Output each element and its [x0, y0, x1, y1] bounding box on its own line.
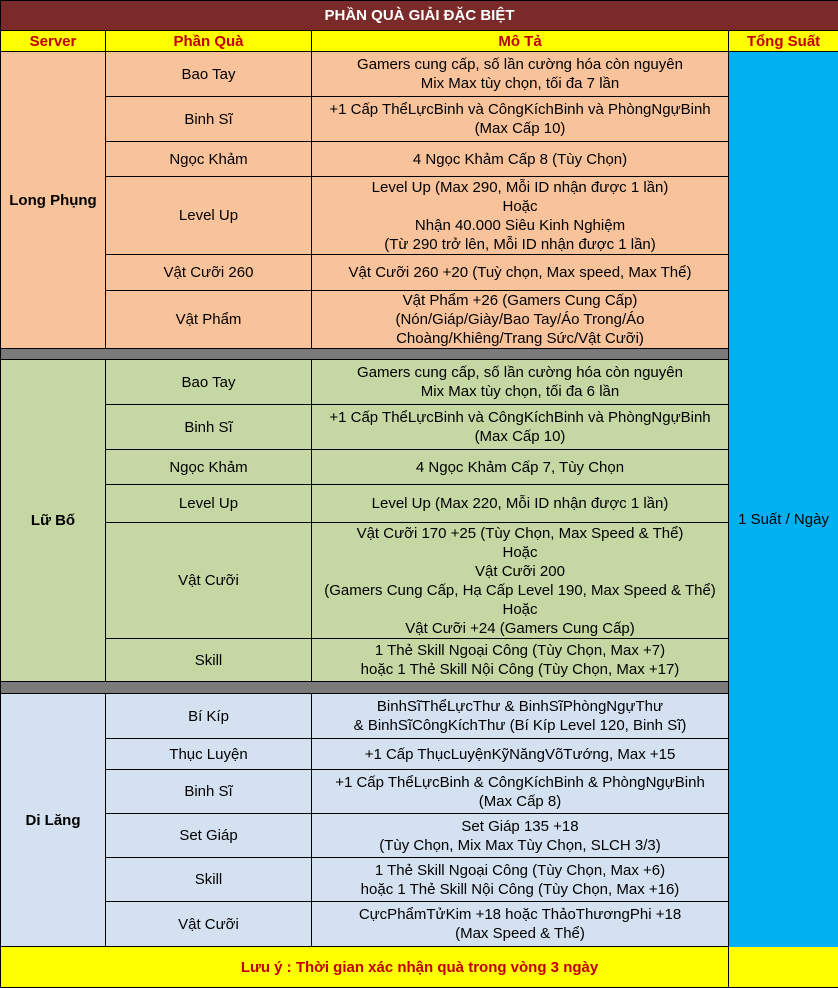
reward-cell: Bí Kíp: [106, 694, 312, 739]
description-cell: +1 Cấp ThểLựcBinh & CôngKíchBinh & PhòngNgựBinh (Max Cấp 8): [312, 770, 729, 814]
reward-cell: Ngọc Khảm: [106, 450, 312, 485]
header-server: Server: [1, 31, 106, 52]
description-cell: Set Giáp 135 +18 (Tùy Chọn, Mix Max Tùy Chọn, SLCH 3/3): [312, 814, 729, 858]
server-cell: Di Lăng: [1, 694, 106, 947]
reward-cell: Level Up: [106, 177, 312, 255]
reward-cell: Binh Sĩ: [106, 770, 312, 814]
table-row: [1, 450, 838, 485]
table-row: [1, 694, 838, 739]
table-row: [1, 639, 838, 682]
reward-cell: Bao Tay: [106, 52, 312, 97]
header-row: [1, 31, 838, 52]
group-separator: [1, 682, 838, 694]
description-cell: Level Up (Max 220, Mỗi ID nhận được 1 lần): [312, 485, 729, 523]
note-text: Lưu ý : Thời gian xác nhận quà trong vòng 3 ngày: [1, 947, 838, 988]
reward-cell: Vật Cưỡi: [106, 523, 312, 639]
server-cell: Long Phụng: [1, 52, 106, 349]
description-cell: BinhSĩThểLựcThư & BinhSĩPhòngNgựThư & BinhSĩCôngKíchThư (Bí Kíp Level 120, Binh Sĩ): [312, 694, 729, 739]
total-cell: 1 Suất / Ngày: [729, 52, 838, 988]
table-row: [1, 97, 838, 142]
description-cell: Vật Cưỡi 260 +20 (Tuỳ chọn, Max speed, Max Thể): [312, 255, 729, 291]
reward-cell: Binh Sĩ: [106, 405, 312, 450]
reward-cell: Level Up: [106, 485, 312, 523]
note-row: [1, 947, 838, 988]
description-cell: +1 Cấp ThểLựcBinh và CôngKíchBinh và PhòngNgựBinh (Max Cấp 10): [312, 97, 729, 142]
description-cell: Gamers cung cấp, số lần cường hóa còn nguyên Mix Max tùy chọn, tối đa 6 lần: [312, 360, 729, 405]
description-cell: +1 Cấp ThụcLuyệnKỹNăngVõTướng, Max +15: [312, 739, 729, 770]
description-cell: 4 Ngọc Khảm Cấp 7, Tùy Chọn: [312, 450, 729, 485]
group-separator: [1, 349, 838, 360]
table-row: [1, 814, 838, 858]
table-row: [1, 142, 838, 177]
reward-cell: Binh Sĩ: [106, 97, 312, 142]
reward-cell: Ngọc Khảm: [106, 142, 312, 177]
table-row: [1, 52, 838, 97]
reward-cell: Vật Phẩm: [106, 291, 312, 349]
table-row: [1, 858, 838, 902]
reward-cell: Vật Cưỡi: [106, 902, 312, 947]
description-cell: Level Up (Max 290, Mỗi ID nhận được 1 lần) Hoặc Nhận 40.000 Siêu Kinh Nghiệm (Từ 290 trở lên, Mỗi ID nhận được 1 lần): [312, 177, 729, 255]
table-row: [1, 255, 838, 291]
server-cell: Lữ Bố: [1, 360, 106, 682]
table-row: [1, 523, 838, 639]
description-cell: 1 Thẻ Skill Ngoại Công (Tùy Chọn, Max +6) hoặc 1 Thẻ Skill Nội Công (Tùy Chọn, Max +16): [312, 858, 729, 902]
description-cell: Gamers cung cấp, số lần cường hóa còn nguyên Mix Max tùy chọn, tối đa 7 lần: [312, 52, 729, 97]
reward-cell: Skill: [106, 639, 312, 682]
table-row: [1, 770, 838, 814]
table-row: [1, 360, 838, 405]
table-row: [1, 485, 838, 523]
title-row: [1, 1, 838, 31]
description-cell: Vật Cưỡi 170 +25 (Tùy Chọn, Max Speed & Thể) Hoặc Vật Cưỡi 200 (Gamers Cung Cấp, Hạ Cấp Level 190, Max Speed & Thể) Hoặc Vật Cưỡi +24 (Gamers Cung Cấp): [312, 523, 729, 639]
reward-cell: Skill: [106, 858, 312, 902]
description-cell: +1 Cấp ThểLựcBinh và CôngKíchBinh và PhòngNgựBinh (Max Cấp 10): [312, 405, 729, 450]
table-row: [1, 902, 838, 947]
reward-cell: Vật Cưỡi 260: [106, 255, 312, 291]
table-row: [1, 739, 838, 770]
reward-cell: Thục Luyện: [106, 739, 312, 770]
page-title: PHẦN QUÀ GIẢI ĐẶC BIỆT: [1, 1, 838, 31]
header-reward: Phần Quà: [106, 31, 312, 52]
header-total: Tổng Suất: [729, 31, 838, 52]
description-cell: Vật Phẩm +26 (Gamers Cung Cấp) (Nón/Giáp/Giày/Bao Tay/Áo Trong/Áo Choàng/Khiêng/Trang Sức/Vật Cưỡi): [312, 291, 729, 349]
description-cell: CựcPhẩmTửKim +18 hoặc ThảoThươngPhi +18 (Max Speed & Thể): [312, 902, 729, 947]
table-row: [1, 405, 838, 450]
reward-cell: Set Giáp: [106, 814, 312, 858]
description-cell: 1 Thẻ Skill Ngoại Công (Tùy Chọn, Max +7) hoặc 1 Thẻ Skill Nội Công (Tùy Chọn, Max +17): [312, 639, 729, 682]
table-row: [1, 291, 838, 349]
reward-cell: Bao Tay: [106, 360, 312, 405]
description-cell: 4 Ngọc Khảm Cấp 8 (Tùy Chọn): [312, 142, 729, 177]
table-row: [1, 177, 838, 255]
header-description: Mô Tả: [312, 31, 729, 52]
